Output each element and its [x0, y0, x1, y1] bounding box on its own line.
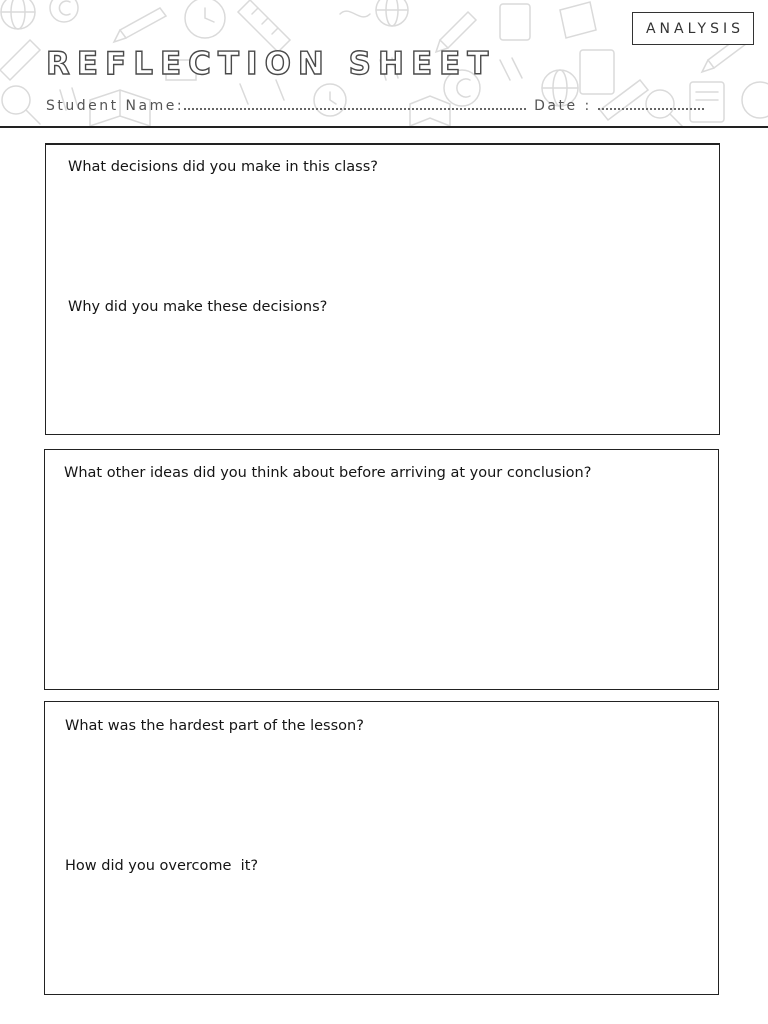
question-decisions: What decisions did you make in this class? — [68, 159, 378, 175]
worksheet-header — [0, 0, 768, 128]
student-name-field[interactable] — [184, 96, 526, 110]
reflection-box-decisions[interactable] — [45, 143, 720, 435]
student-name-label: Student Name: — [46, 98, 185, 114]
date-label: Date : — [534, 98, 592, 114]
sheet-title: REFLECTION SHEET — [46, 46, 496, 82]
date-field[interactable] — [598, 96, 704, 110]
reflection-box-other-ideas[interactable] — [44, 449, 719, 690]
question-hardest-part: What was the hardest part of the lesson? — [65, 718, 364, 734]
header-divider — [0, 126, 768, 128]
question-why-decisions: Why did you make these decisions? — [68, 299, 328, 315]
student-info-row — [46, 96, 708, 114]
category-tag: ANALYSIS — [632, 12, 754, 45]
question-other-ideas: What other ideas did you think about before arriving at your conclusion? — [64, 465, 592, 481]
reflection-box-hardest-part[interactable] — [44, 701, 719, 995]
question-overcome: How did you overcome it? — [65, 858, 259, 874]
